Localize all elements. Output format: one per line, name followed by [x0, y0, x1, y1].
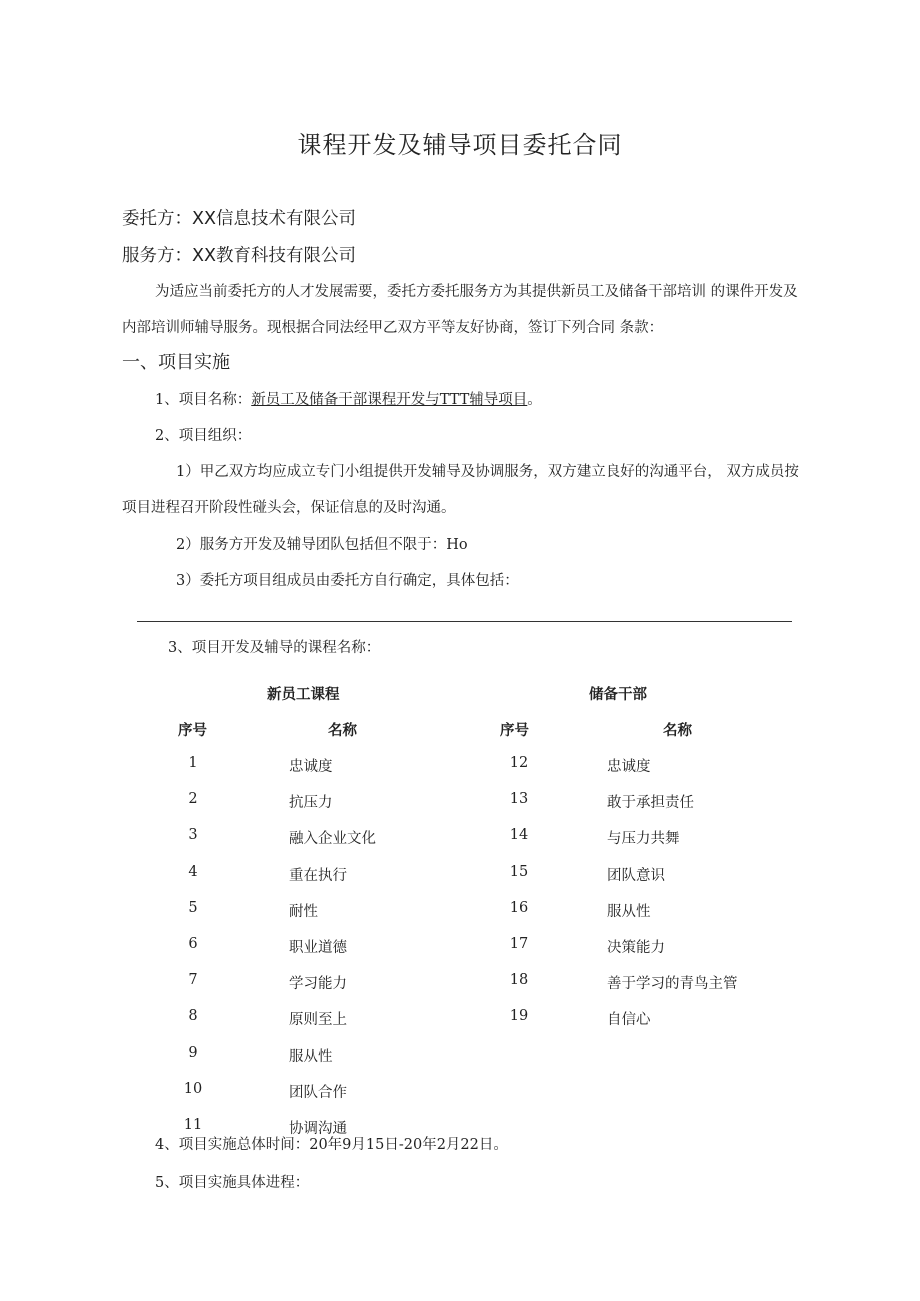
table-row-course-name: 团队意识: [607, 867, 665, 884]
section-heading-implementation: 一、项目实施: [122, 352, 230, 373]
organization-clause-1: 1）甲乙双方均应成立专门小组提供开发辅导及协调服务，双方建立良好的沟通平台， 双方成员按项目进程召开阶段性碰头会，保证信息的及时沟通。: [122, 464, 799, 516]
table-row-number: 9: [188, 1044, 198, 1061]
provider-party: 服务方：XX教育科技有限公司: [122, 246, 356, 266]
table-row-number: 7: [188, 972, 198, 989]
table-row-course-name: 决策能力: [607, 940, 665, 956]
table-row-course-name: 服从性: [289, 1048, 333, 1065]
table-row-number: 12: [509, 755, 529, 771]
column-header-name: 名称: [663, 723, 692, 739]
table-row-course-name: 忠诚度: [289, 759, 333, 775]
table-row-number: 8: [188, 1008, 198, 1025]
table-row-course-name: 与压力共舞: [607, 831, 680, 848]
table-row-course-name: 重在执行: [289, 867, 347, 884]
intro-paragraph: 为适应当前委托方的人才发展需要，委托方委托服务方为其提供新员工及储备干部培训 的课件开发及内部培训师辅导服务。现根据合同法经甲乙双方平等友好协商，签订下列合同 条款：: [122, 284, 798, 336]
table-caption-reserve-cadre: 储备干部: [589, 687, 647, 703]
organization-clause-2: 2）服务方开发及辅导团队包括但不限于：Ho: [176, 537, 468, 553]
table-row-number: 1: [188, 755, 198, 771]
item-suffix: 。: [527, 392, 542, 408]
table-row-number: 6: [188, 936, 198, 952]
table-row-number: 15: [509, 863, 529, 880]
table-row-number: 5: [188, 899, 198, 916]
column-header-name: 名称: [328, 723, 357, 739]
fill-in-line: [137, 621, 792, 622]
table-row-number: 13: [509, 791, 529, 808]
page-title: 课程开发及辅导项目委托合同: [297, 131, 623, 159]
table-row-course-name: 忠诚度: [607, 759, 651, 775]
item-project-name: [155, 382, 542, 418]
table-row-course-name: 协调沟通: [289, 1121, 347, 1137]
table-row-number: 2: [188, 791, 198, 808]
table-row-course-name: 融入企业文化: [289, 831, 376, 848]
table-row-number: 16: [509, 899, 529, 916]
column-header-no: 序号: [178, 723, 207, 739]
table-row-number: 14: [509, 827, 529, 844]
table-row-number: 10: [183, 1080, 203, 1097]
table-caption-new-staff: 新员工课程: [267, 687, 340, 703]
client-party: 委托方：XX信息技术有限公司: [122, 209, 356, 229]
table-row-number: 18: [509, 972, 529, 989]
table-row-number: 19: [509, 1008, 529, 1025]
table-row-course-name: 敢于承担责任: [607, 795, 694, 812]
item-course-names: 3、项目开发及辅导的课程名称：: [168, 640, 381, 656]
column-header-no: 序号: [500, 723, 529, 739]
table-row-course-name: 学习能力: [289, 976, 347, 993]
table-row-course-name: 耐性: [289, 903, 318, 920]
table-row-course-name: 抗压力: [289, 795, 333, 812]
item-label: 1、项目名称：: [155, 392, 252, 408]
table-row-number: 4: [188, 863, 198, 880]
table-row-number: 3: [188, 827, 198, 844]
table-row-course-name: 服从性: [607, 903, 651, 920]
project-name: 新员工及储备干部课程开发与TTT辅导项目: [251, 392, 528, 408]
table-row-course-name: 团队合作: [289, 1084, 347, 1101]
table-row-number: 17: [509, 936, 529, 952]
table-row-course-name: 自信心: [607, 1012, 651, 1029]
table-row-course-name: 职业道德: [289, 940, 347, 956]
item-schedule: 5、项目实施具体进程：: [155, 1175, 310, 1191]
table-row-course-name: 原则至上: [289, 1012, 347, 1029]
item-overall-time: 4、项目实施总体时间：20年9月15日-20年2月22日。: [155, 1137, 508, 1153]
table-row-number: 11: [183, 1117, 203, 1133]
organization-clause-3: 3）委托方项目组成员由委托方自行确定，具体包括：: [176, 573, 519, 589]
item-project-organization: 2、项目组织：: [155, 428, 252, 444]
table-row-course-name: 善于学习的青鸟主管: [607, 976, 738, 993]
